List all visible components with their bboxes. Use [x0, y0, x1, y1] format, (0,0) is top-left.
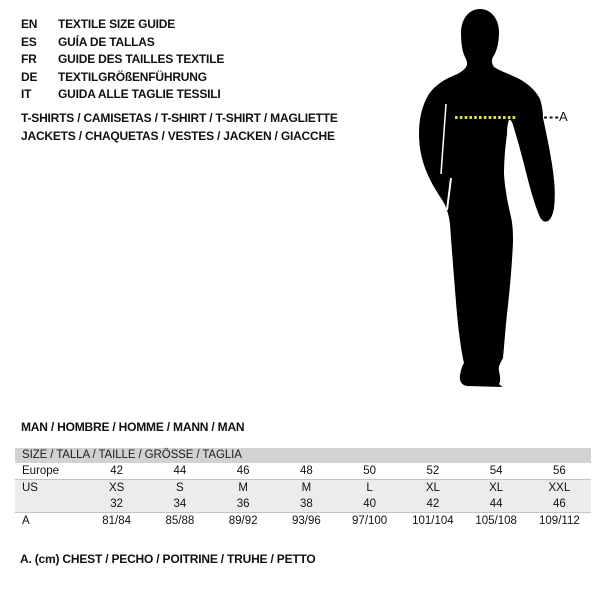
size-cell: 85/88 [165, 515, 195, 527]
language-code: DE [21, 69, 38, 84]
man-silhouette-figure [400, 6, 575, 391]
size-cell: 101/104 [412, 515, 454, 527]
size-cell: 93/96 [291, 515, 321, 527]
row-label: Europe [22, 465, 60, 477]
language-code: ES [21, 34, 37, 49]
size-cell: 40 [363, 498, 377, 510]
section-title-man: MAN / HOMBRE / HOMME / MANN / MAN [21, 420, 245, 434]
size-cell: 105/108 [475, 515, 517, 527]
size-cell: 89/92 [228, 515, 258, 527]
language-row [21, 86, 224, 104]
size-cell: 54 [489, 465, 503, 477]
size-cell: M [238, 482, 248, 494]
language-label: TEXTILE SIZE GUIDE [58, 17, 176, 31]
size-cell: 56 [552, 465, 566, 477]
man-silhouette [400, 6, 575, 391]
language-row [21, 69, 224, 87]
size-cell: XXL [548, 482, 571, 494]
size-cell: 42 [426, 498, 440, 510]
size-cell: 52 [426, 465, 440, 477]
category-list [21, 110, 338, 145]
size-cell: M [301, 482, 312, 494]
size-cell: 34 [173, 498, 187, 510]
size-cell: XL [425, 482, 440, 494]
man-body-shape [419, 9, 555, 387]
size-cell: 81/84 [102, 515, 132, 527]
size-cell: 48 [299, 465, 313, 477]
size-cell: 46 [236, 465, 250, 477]
language-row [21, 16, 224, 34]
language-guide [21, 16, 224, 104]
size-cell: XS [108, 482, 125, 494]
size-cell: 109/112 [539, 515, 580, 527]
row-label: US [22, 482, 38, 494]
table-row-us-numeric [15, 496, 591, 512]
size-cell: 44 [489, 498, 503, 510]
language-row [21, 34, 224, 52]
size-table [15, 448, 591, 529]
size-cell: S [176, 482, 184, 494]
language-code: IT [21, 87, 32, 101]
language-label: GUIDE DES TAILLES TEXTILE [58, 52, 225, 66]
language-row [21, 51, 224, 69]
table-row-us [15, 479, 591, 496]
language-label: TEXTILGRÖßENFÜHRUNG [58, 69, 207, 84]
category-jackets: JACKETS / CHAQUETAS / VESTES / JACKEN / GIACCHE [21, 128, 335, 143]
language-code: FR [21, 52, 37, 66]
size-cell: 44 [173, 465, 187, 477]
size-cell: 50 [363, 465, 377, 477]
language-label: GUIDA ALLE TAGLIE TESSILI [58, 87, 221, 101]
category-tshirts: T-SHIRTS / CAMISETAS / T-SHIRT / T-SHIRT / MAGLIETTE [21, 111, 338, 125]
size-cell: 36 [236, 498, 250, 510]
language-code: EN [21, 17, 38, 31]
chest-measure-label: A [559, 109, 568, 124]
size-table-header: SIZE / TALLA / TAILLE / GRÖSSE / TAGLIA [15, 448, 591, 463]
size-cell: XL [489, 482, 504, 494]
size-cell: L [366, 482, 373, 494]
size-cell: 32 [110, 498, 124, 510]
chest-measure-footnote: A. (cm) CHEST / PECHO / POITRINE / TRUHE / PETTO [20, 552, 316, 566]
size-cell: 46 [552, 498, 566, 510]
size-cell: 38 [299, 498, 313, 510]
size-cell: 97/100 [352, 515, 388, 527]
row-label: A [22, 515, 30, 527]
row-label [15, 496, 85, 512]
table-row-europe [15, 463, 591, 479]
table-row-chest-a [15, 512, 591, 529]
language-label: GUÍA DE TALLAS [58, 34, 155, 49]
size-cell: 42 [110, 465, 124, 477]
